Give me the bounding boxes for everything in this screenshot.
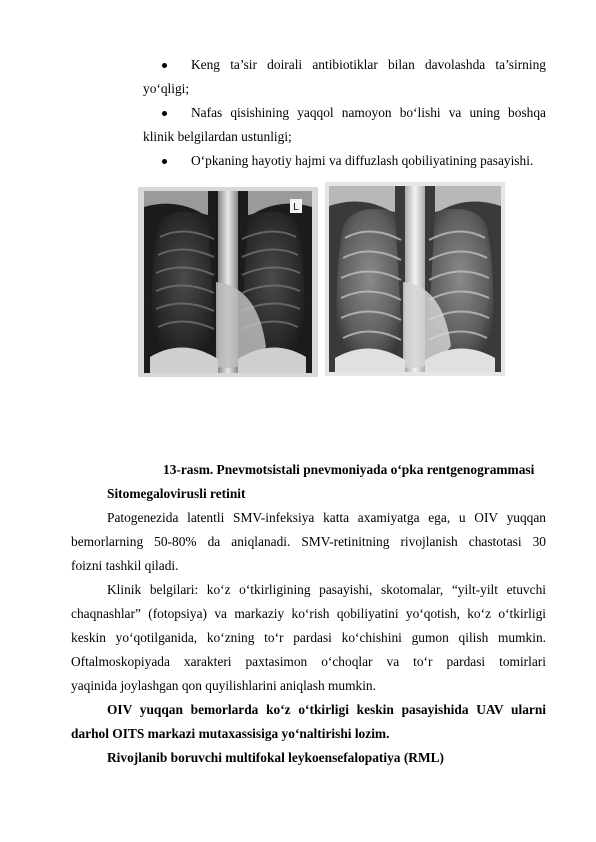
bullet-2-line-2: klinik belgilardan ustunligi; (143, 129, 292, 144)
bullet-3-line-1: O‘pkaning hayotiy hajmi va diffuzlash qobiliyatining pasayishi. (191, 153, 534, 168)
paragraph-clinical-line: Oftalmoskopiyada xarakteri paxtasimon o‘choqlar va to‘r pardasi tomirlari (71, 654, 546, 669)
paragraph-pathogenesis-line: bemorlarning 50-80% da aniqlanadi. SMV-retinitning rivojlanish chastotasi 30 (71, 534, 546, 549)
bullet-marker (162, 159, 167, 164)
section-heading-pml: Rivojlanib boruvchi multifokal leykoensefalopatiya (RML) (107, 750, 445, 765)
figure-caption: 13-rasm. Pnevmotsistali pnevmoniyada o‘pka rentgenogrammasi (163, 462, 535, 477)
film-marker-label: L (293, 202, 299, 213)
bullet-1-line-2: yo‘qligi; (143, 81, 190, 96)
paragraph-clinical-line: Klinik belgilari: ko‘z o‘tkirligining pasayishi, skotomalar, “yilt-yilt etuvchi (107, 582, 546, 597)
paragraph-clinical-line: yaqinida joylashgan qon quyilishlarini aniqlash mumkin. (71, 678, 376, 693)
paragraph-referral-line: darhol OITS markazi mutaxassisiga yo‘naltirishi lozim. (71, 726, 390, 741)
bullet-1-line-1: Keng ta’sir doirali antibiotiklar bilan davolashda ta’sirning (191, 57, 546, 72)
bullet-marker (162, 63, 167, 68)
paragraph-clinical-line: keskin yo‘qotilganida, ko‘zning to‘r pardasi ko‘chishini gumon qilish mumkin. (71, 630, 546, 645)
section-heading-retinitis: Sitomegalovirusli retinit (107, 486, 246, 501)
paragraph-pathogenesis-line: Patogenezida latentli SMV-infeksiya katta axamiyatga ega, u OIV yuqqan (107, 510, 546, 525)
paragraph-clinical-line: chaqnashlar” (fotopsiya) va markaziy ko‘rish qobiliyatini yo‘qotish, ko‘z o‘tkirligi (71, 606, 546, 621)
paragraph-referral-line: OIV yuqqan bemorlarda ko‘z o‘tkirligi keskin pasayishida UAV ularni (107, 702, 546, 717)
paragraph-pathogenesis-line: foizni tashkil qiladi. (71, 558, 179, 573)
bullet-2-line-1: Nafas qisishining yaqqol namoyon bo‘lishi va uning boshqa (191, 105, 546, 120)
chest-xray-image-right (325, 182, 505, 376)
bullet-marker (162, 111, 167, 116)
chest-xray-image-left (138, 187, 318, 377)
